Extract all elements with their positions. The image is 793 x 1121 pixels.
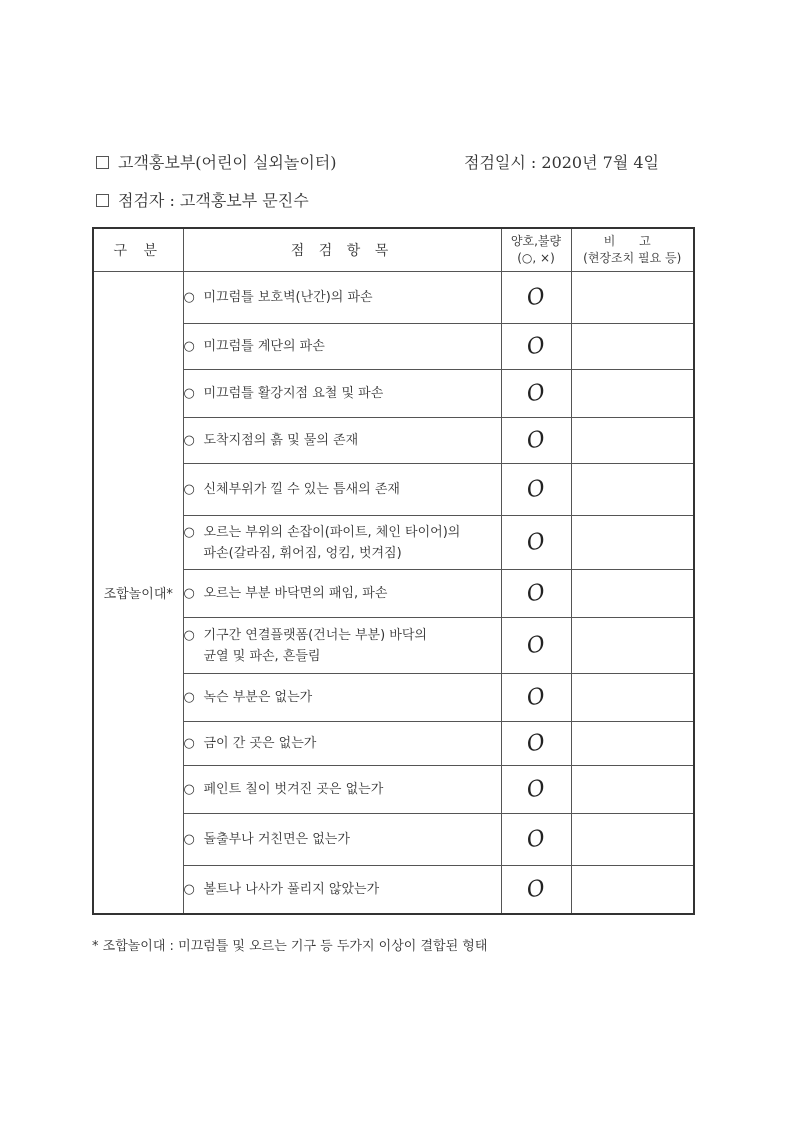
bullet-icon: ○ (183, 386, 195, 401)
result-mark: O (524, 528, 548, 557)
table-row (93, 418, 694, 464)
table-row (93, 674, 694, 722)
bullet-icon: ○ (183, 881, 195, 897)
note-cell (571, 618, 694, 674)
result-mark: O (524, 683, 548, 712)
header-result-line1: 양호,불량 (510, 234, 562, 248)
result-mark: O (524, 475, 548, 504)
result-mark: O (524, 579, 548, 608)
result-cell (501, 370, 571, 418)
item-text: 신체부위가 낄 수 있는 틈새의 존재 (203, 482, 400, 497)
result-mark: O (524, 875, 548, 904)
note-cell (571, 464, 694, 516)
bullet-icon: ○ (183, 433, 195, 448)
item-text: 금이 간 곳은 없는가 (203, 736, 317, 751)
item-text: 미끄럼틀 보호벽(난간)의 파손 (203, 290, 373, 305)
table-row (93, 814, 694, 866)
table-row (93, 464, 694, 516)
item-cell (183, 866, 501, 914)
item-text: 돌출부나 거친면은 없는가 (203, 832, 350, 847)
checkbox-icon (96, 156, 109, 169)
result-mark: O (524, 283, 548, 312)
result-mark: O (524, 426, 548, 455)
item-cell (183, 814, 501, 866)
bullet-icon: ○ (183, 782, 195, 797)
item-text-cont: 균열 및 파손, 흔들림 (203, 648, 321, 664)
result-cell (501, 570, 571, 618)
item-text: 볼트나 나사가 풀리지 않았는가 (203, 881, 380, 897)
header-note (571, 228, 694, 272)
result-mark: O (524, 631, 548, 660)
item-text: 도착지점의 흙 및 물의 존재 (203, 433, 359, 448)
table-row (93, 722, 694, 766)
note-cell (571, 814, 694, 866)
header-result-line2: (○, ×) (517, 251, 555, 265)
note-cell (571, 272, 694, 324)
item-cell (183, 722, 501, 766)
table-row (93, 516, 694, 570)
table-row (93, 570, 694, 618)
bullet-icon: ○ (183, 482, 195, 497)
bullet-icon: ○ (183, 524, 195, 540)
item-cell (183, 570, 501, 618)
bullet-icon: ○ (183, 290, 195, 305)
result-cell (501, 464, 571, 516)
item-text: 미끄럼틀 계단의 파손 (203, 339, 325, 354)
item-text: 기구간 연결플랫폼(건너는 부분) 바닥의 (203, 627, 427, 643)
table-row (93, 866, 694, 914)
result-cell (501, 814, 571, 866)
category-cell: 조합놀이대* (93, 272, 183, 914)
item-text: 오르는 부위의 손잡이(파이트, 체인 타이어)의 (203, 524, 461, 540)
result-mark: O (524, 729, 548, 758)
result-cell (501, 618, 571, 674)
note-cell (571, 674, 694, 722)
item-cell (183, 618, 501, 674)
header-line-2 (96, 188, 309, 211)
bullet-icon: ○ (183, 627, 195, 643)
bullet-icon: ○ (183, 690, 195, 705)
header-line-1 (96, 150, 696, 173)
item-text: 미끄럼틀 활강지점 요철 및 파손 (203, 386, 384, 401)
item-cell (183, 674, 501, 722)
result-cell (501, 272, 571, 324)
result-cell (501, 766, 571, 814)
result-cell (501, 418, 571, 464)
bullet-icon: ○ (183, 736, 195, 751)
facility-name: 고객홍보부(어린이 실외놀이터) (118, 153, 337, 172)
table-header-row (93, 228, 694, 272)
item-cell (183, 766, 501, 814)
note-cell (571, 418, 694, 464)
item-cell (183, 324, 501, 370)
header-category: 구 분 (93, 228, 183, 272)
result-mark: O (524, 825, 548, 854)
bullet-icon: ○ (183, 586, 195, 601)
result-mark: O (524, 332, 548, 361)
item-cell (183, 272, 501, 324)
result-cell (501, 516, 571, 570)
item-cell (183, 418, 501, 464)
bullet-icon: ○ (183, 832, 195, 847)
bullet-icon: ○ (183, 339, 195, 354)
note-cell (571, 516, 694, 570)
note-cell (571, 324, 694, 370)
result-cell (501, 866, 571, 914)
header-note-line1: 비 고 (603, 234, 661, 248)
item-text: 녹슨 부분은 없는가 (203, 690, 313, 705)
table-row (93, 618, 694, 674)
result-mark: O (524, 379, 548, 408)
checkbox-icon (96, 194, 109, 207)
item-text: 오르는 부분 바닥면의 패임, 파손 (203, 586, 388, 601)
item-text: 페인트 칠이 벗겨진 곳은 없는가 (203, 782, 384, 797)
note-cell (571, 370, 694, 418)
item-text-cont: 파손(갈라짐, 휘어짐, 엉킴, 벗겨짐) (203, 545, 402, 561)
inspection-date: 점검일시 : 2020년 7월 4일 (464, 153, 660, 172)
item-cell (183, 464, 501, 516)
result-mark: O (524, 775, 548, 804)
footnote: * 조합놀이대 : 미끄럼틀 및 오르는 기구 등 두가지 이상이 결합된 형태 (92, 939, 488, 954)
note-cell (571, 570, 694, 618)
note-cell (571, 866, 694, 914)
result-cell (501, 722, 571, 766)
note-cell (571, 766, 694, 814)
inspector-name: 점검자 : 고객홍보부 문진수 (118, 191, 309, 210)
header-result (501, 228, 571, 272)
table-row (93, 766, 694, 814)
item-cell (183, 516, 501, 570)
table-row (93, 324, 694, 370)
inspection-table (92, 227, 695, 915)
item-cell (183, 370, 501, 418)
result-cell (501, 324, 571, 370)
note-cell (571, 722, 694, 766)
table-row (93, 272, 694, 324)
table-row (93, 370, 694, 418)
header-item: 점 검 항 목 (183, 228, 501, 272)
header-note-line2: (현장조치 필요 등) (583, 251, 682, 265)
result-cell (501, 674, 571, 722)
